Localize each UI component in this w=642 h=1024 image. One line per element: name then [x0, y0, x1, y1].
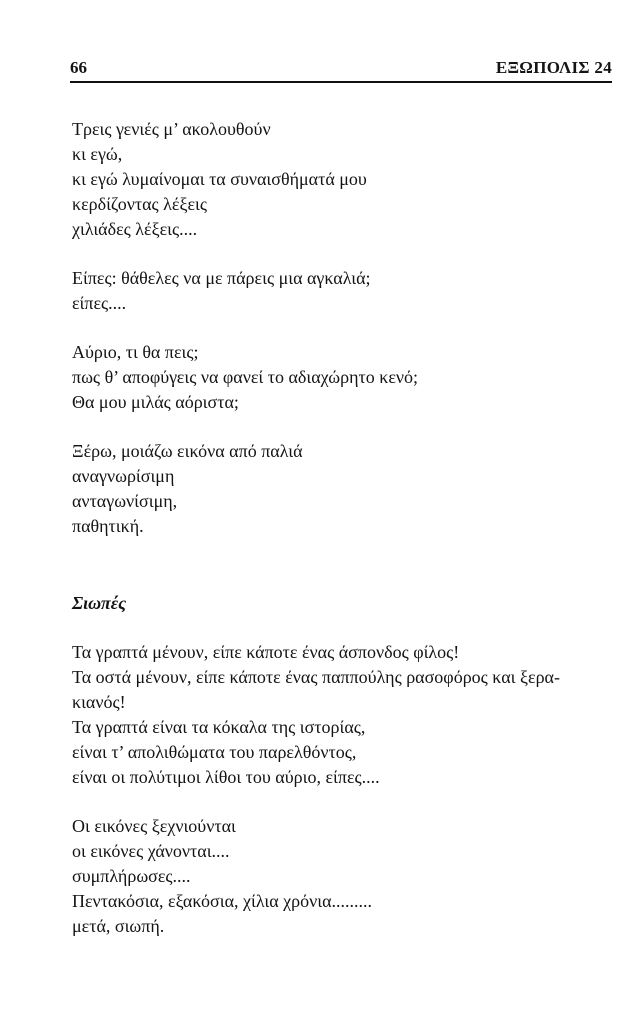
- page-header: [70, 58, 612, 82]
- poem-line: οι εικόνες χάνονται....: [72, 841, 230, 861]
- header-rule: [70, 81, 612, 83]
- poem-line: είναι οι πολύτιμοι λίθοι του αύριο, είπες....: [72, 767, 380, 787]
- poem-line: Τα γραπτά είναι τα κόκαλα της ιστορίας,: [72, 717, 366, 737]
- stanza: [72, 814, 620, 939]
- poem-line: Θα μου μιλάς αόριστα;: [72, 392, 239, 412]
- poem-line: Τα οστά μένουν, είπε κάποτε ένας παππούλης ρασοφόρος και ξερα-: [72, 667, 560, 687]
- poem-line: χιλιάδες λέξεις....: [72, 219, 198, 239]
- poem-line: είπες....: [72, 293, 127, 313]
- poem-line: Τρεις γενιές μ’ ακολουθούν: [72, 119, 271, 139]
- poem-line: Ξέρω, μοιάζω εικόνα από παλιά: [72, 441, 303, 461]
- poem-line: αναγνωρίσιμη: [72, 466, 175, 486]
- stanza: [72, 640, 620, 790]
- poem-line: κι εγώ λυμαίνομαι τα συναισθήματά μου: [72, 169, 367, 189]
- stanza: [72, 117, 620, 242]
- poem-line: κι εγώ,: [72, 144, 123, 164]
- poem-line: Οι εικόνες ξεχνιούνται: [72, 816, 236, 836]
- poem-line: πως θ’ αποφύγεις να φανεί το αδιαχώρητο κενό;: [72, 367, 419, 387]
- poem-line: κιανός!: [72, 692, 126, 712]
- poem-line: συμπλήρωσες....: [72, 866, 191, 886]
- poem-line: κερδίζοντας λέξεις: [72, 194, 207, 214]
- page-content: [72, 117, 620, 963]
- poem-line: Τα γραπτά μένουν, είπε κάποτε ένας άσπονδος φίλος!: [72, 642, 460, 662]
- poem-line: Είπες: θάθελες να με πάρεις μια αγκαλιά;: [72, 268, 371, 288]
- page-number: 66: [70, 58, 87, 77]
- poem-line: παθητική.: [72, 516, 144, 536]
- stanza: [72, 340, 620, 415]
- poem-line: μετά, σιωπή.: [72, 916, 165, 936]
- poem-line: Πεντακόσια, εξακόσια, χίλια χρόνια.........: [72, 891, 373, 911]
- stanza: [72, 266, 620, 316]
- poem-line: Αύριο, τι θα πεις;: [72, 342, 199, 362]
- poem-line: ανταγωνίσιμη,: [72, 491, 178, 511]
- running-head: ΕΞΩΠΟΛΙΣ 24: [495, 58, 612, 77]
- poem-title: Σιωπές: [72, 593, 127, 613]
- stanza: [72, 439, 620, 539]
- poem-line: είναι τ’ απολιθώματα του παρελθόντος,: [72, 742, 357, 762]
